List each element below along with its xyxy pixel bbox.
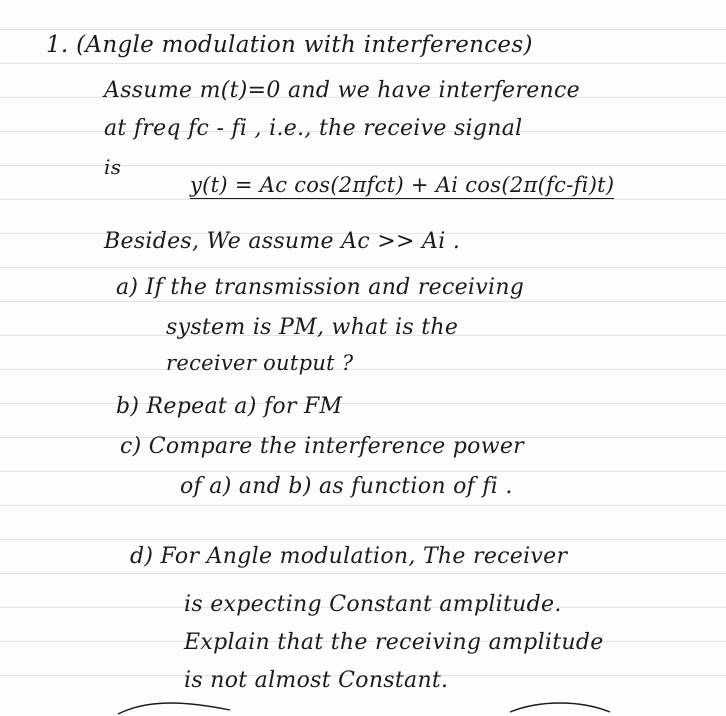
formula-text: y(t) = Ac cos(2πfct) + Ai cos(2π(fc-fi)t): [190, 173, 615, 197]
part-d-line-3: Explain that the receiving amplitude: [184, 630, 604, 655]
problem-title: 1. (Angle modulation with interferences): [46, 32, 533, 58]
problem-line-2: at freq fc - fi , i.e., the receive signal: [104, 116, 523, 141]
problem-line-3: is: [104, 155, 122, 179]
part-a-line-3: receiver output ?: [166, 351, 354, 375]
part-d-line-2: is expecting Constant amplitude.: [184, 592, 562, 617]
received-signal-formula: [190, 170, 614, 200]
cut-off-handwriting: [110, 696, 630, 716]
part-d-line-1: d) For Angle modulation, The receiver: [130, 544, 568, 569]
part-a-line-2: system is PM, what is the: [166, 315, 459, 340]
part-c-line-1: c) Compare the interference power: [120, 434, 524, 459]
problem-line-1: Assume m(t)=0 and we have interference: [104, 78, 580, 103]
part-b-line-1: b) Repeat a) for FM: [116, 394, 343, 419]
part-c-line-2: of a) and b) as function of fi .: [180, 474, 513, 499]
part-d-line-4: is not almost Constant.: [184, 668, 449, 693]
problem-line-4: Besides, We assume Ac >> Ai .: [104, 229, 461, 254]
part-a-line-1: a) If the transmission and receiving: [116, 275, 525, 300]
